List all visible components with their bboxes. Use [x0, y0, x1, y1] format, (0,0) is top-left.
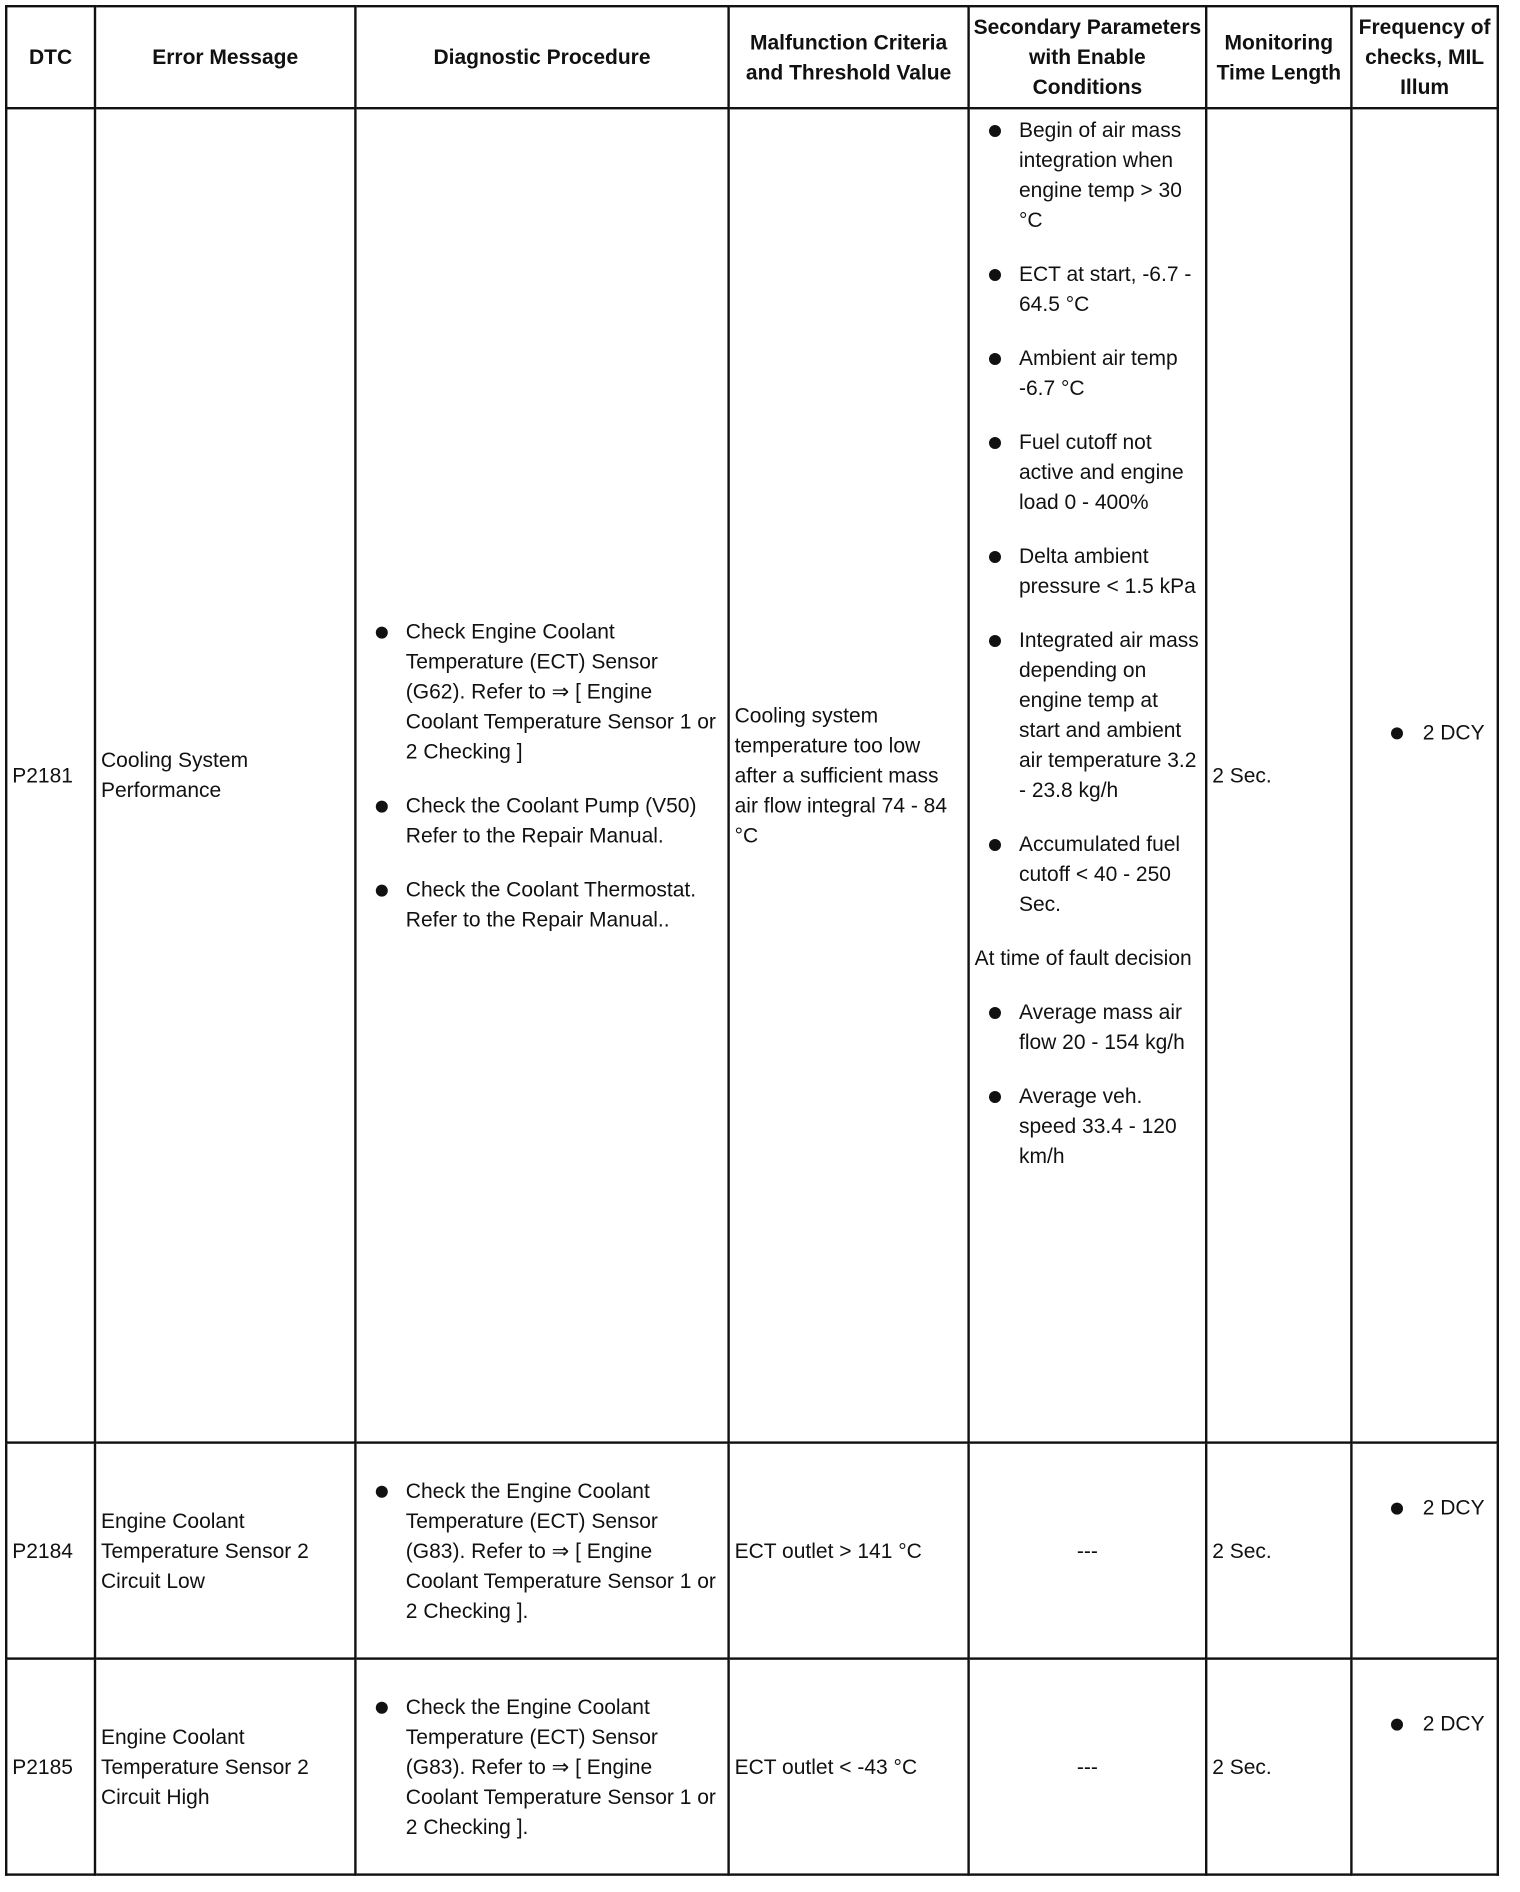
- dtc-code: P2184: [6, 1443, 95, 1659]
- secondary-parameters: [969, 108, 1207, 1442]
- error-message: Engine Coolant Temperature Sensor 2 Circuit Low: [95, 1443, 355, 1659]
- fault-decision-label: At time of fault decision: [974, 945, 1192, 970]
- secondary-condition-list: [975, 115, 1201, 919]
- header-secondary-parameters: Secondary Parameters with Enable Conditions: [969, 6, 1207, 108]
- procedure-list: [361, 616, 722, 934]
- frequency-cell: [1351, 108, 1497, 1442]
- frequency-value-wrap: [1357, 1493, 1491, 1523]
- header-diagnostic-procedure: Diagnostic Procedure: [355, 6, 728, 108]
- frequency-value-wrap: [1357, 718, 1491, 748]
- procedure-list: [361, 1692, 722, 1842]
- frequency-value-wrap: [1357, 1709, 1491, 1739]
- table-row-p2185: [6, 1659, 1498, 1875]
- secondary-condition: Accumulated fuel cutoff < 40 - 250 Sec.: [975, 829, 1201, 919]
- monitoring-time: 2 Sec.: [1206, 1443, 1351, 1659]
- monitoring-time: 2 Sec.: [1206, 1659, 1351, 1875]
- malfunction-criteria: ECT outlet > 141 °C: [729, 1443, 969, 1659]
- procedure-item: Check the Coolant Pump (V50) Refer to the Repair Manual.: [361, 790, 722, 850]
- error-message: Cooling System Performance: [95, 108, 355, 1442]
- frequency-cell: [1351, 1659, 1497, 1875]
- table-row-p2181: [6, 108, 1498, 1442]
- monitoring-time: 2 Sec.: [1206, 108, 1351, 1442]
- header-dtc: DTC: [6, 6, 95, 108]
- frequency-cell: [1351, 1443, 1497, 1659]
- header-frequency: Frequency of checks, MIL Illum: [1351, 6, 1497, 108]
- dtc-table: [5, 5, 1499, 1876]
- dtc-code: P2185: [6, 1659, 95, 1875]
- diagnostic-procedure: [355, 1443, 728, 1659]
- secondary-condition: Integrated air mass depending on engine temp at start and ambient air temperature 3.2 - 23.8 kg/h: [975, 625, 1201, 805]
- secondary-parameters: ---: [969, 1443, 1207, 1659]
- table-row-p2184: [6, 1443, 1498, 1659]
- frequency-value: 2 DCY: [1423, 1709, 1485, 1739]
- procedure-list: [361, 1476, 722, 1626]
- dtc-code: P2181: [6, 108, 95, 1442]
- fault-condition: Average mass air flow 20 - 154 kg/h: [975, 997, 1201, 1057]
- secondary-condition: Delta ambient pressure < 1.5 kPa: [975, 541, 1201, 601]
- secondary-parameters: ---: [969, 1659, 1207, 1875]
- secondary-condition: Fuel cutoff not active and engine load 0 - 400%: [975, 427, 1201, 517]
- procedure-item: Check Engine Coolant Temperature (ECT) Sensor (G62). Refer to ⇒ [ Engine Coolant Temperature Sensor 1 or 2 Checking ]: [361, 616, 722, 766]
- error-message: Engine Coolant Temperature Sensor 2 Circuit High: [95, 1659, 355, 1875]
- frequency-value: 2 DCY: [1423, 718, 1485, 748]
- procedure-item: Check the Engine Coolant Temperature (ECT) Sensor (G83). Refer to ⇒ [ Engine Coolant Temperature Sensor 1 or 2 Checking ].: [361, 1692, 722, 1842]
- diagnostic-procedure: [355, 1659, 728, 1875]
- header-malfunction-criteria: Malfunction Criteria and Threshold Value: [729, 6, 969, 108]
- secondary-condition: ECT at start, -6.7 - 64.5 °C: [975, 259, 1201, 319]
- header-monitoring-time: Monitoring Time Length: [1206, 6, 1351, 108]
- secondary-condition: Ambient air temp -6.7 °C: [975, 343, 1201, 403]
- frequency-value: 2 DCY: [1423, 1493, 1485, 1523]
- fault-condition-list: [975, 997, 1201, 1171]
- procedure-item: Check the Engine Coolant Temperature (ECT) Sensor (G83). Refer to ⇒ [ Engine Coolant Temperature Sensor 1 or 2 Checking ].: [361, 1476, 722, 1626]
- fault-condition: Average veh. speed 33.4 - 120 km/h: [975, 1081, 1201, 1171]
- procedure-item: Check the Coolant Thermostat. Refer to the Repair Manual..: [361, 874, 722, 934]
- malfunction-criteria: ECT outlet < -43 °C: [729, 1659, 969, 1875]
- header-row: [6, 6, 1498, 108]
- malfunction-criteria: Cooling system temperature too low after a sufficient mass air flow integral 74 - 84 °C: [729, 108, 969, 1442]
- dtc-sheet: [5, 5, 1499, 1876]
- secondary-condition: Begin of air mass integration when engine temp > 30 °C: [975, 115, 1201, 235]
- diagnostic-procedure: [355, 108, 728, 1442]
- header-error-message: Error Message: [95, 6, 355, 108]
